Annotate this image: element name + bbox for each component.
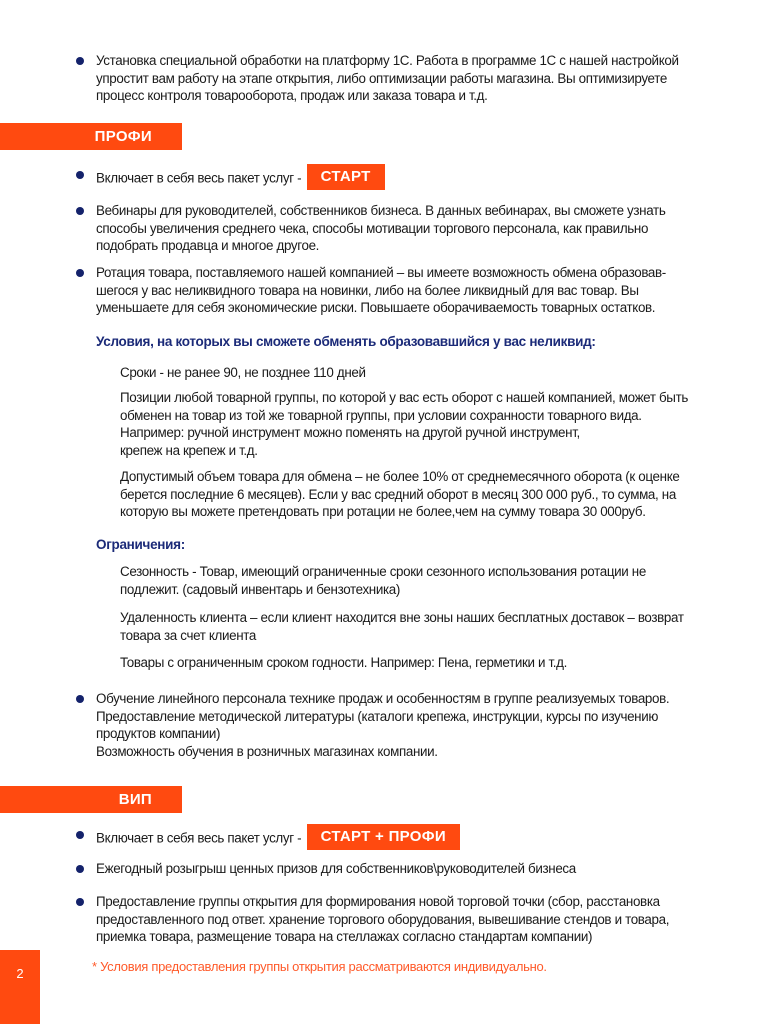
page-number: 2: [0, 950, 40, 1024]
conditions-heading: Условия, на которых вы сможете обменять образовавшийся у вас неликвид:: [96, 334, 596, 349]
bullet-icon: [76, 831, 84, 839]
bullet-item-profi-includes: Включает в себя весь пакет услуг - СТАРТ: [76, 166, 726, 192]
bullet-item-training: Обучение линейного персонала технике продаж и особенностям в группе реализуемых товаров. Предоставление методической литературы (каталоги крепежа, инструкции, курсы по изучению продуктов компании) Возможность обучения в розничных магазинах компании.: [76, 690, 726, 760]
condition-terms: Сроки - не ранее 90, не позднее 110 дней: [120, 365, 366, 380]
bullet-icon: [76, 695, 84, 703]
bullet-item-rotation: Ротация товара, поставляемого нашей компанией – вы имеете возможность обмена образовав- шегося у вас неликвидного товара на новинки, либо на более ликвидный для вас товар. Вы уменьшаете для себя экономические риски. Повышаете оборачиваемость товарных остатков.: [76, 264, 726, 317]
restriction-distance: Удаленность клиента – если клиент находится вне зоны наших бесплатных доставок – возврат товара за счет клиента: [120, 610, 684, 643]
bullet-icon: [76, 57, 84, 65]
bullet-item-webinars: Вебинары для руководителей, собственников бизнеса. В данных вебинарах, вы сможете узнать способы увеличения среднего чека, способы мотивации торгового персонала, как правильно подобрать продавца и многое другое.: [76, 202, 726, 255]
bullet-icon: [76, 865, 84, 873]
bullet-icon: [76, 207, 84, 215]
package-tag-start: СТАРТ: [307, 164, 385, 190]
bullet-item-prizes: Ежегодный розыгрыш ценных призов для собственников\руководителей бизнеса: [76, 860, 726, 878]
section-header-profi: ПРОФИ: [0, 123, 182, 150]
bullet-item-vip-includes: Включает в себя весь пакет услуг - СТАРТ + ПРОФИ: [76, 826, 726, 852]
condition-volume: Допустимый объем товара для обмена – не более 10% от среднемесячного оборота (к оценке берется последние 6 месяцев). Если у вас средний оборот в месяц 300 000 руб., то сумма, на которую вы можете претендовать при ротации не более,чем на сумму товара 30 000руб.: [120, 469, 680, 519]
package-tag-start-profi: СТАРТ + ПРОФИ: [307, 824, 460, 850]
bullet-icon: [76, 171, 84, 179]
bullet-item-1c-setup: Установка специальной обработки на платформу 1С. Работа в программе 1С с нашей настройкой упростит вам работу на этапе открытия, либо оптимизации работы магазина. Вы оптимизируете процесс контроля товарооборота, продаж или заказа товара и т.д.: [76, 52, 726, 105]
bullet-item-opening-group: Предоставление группы открытия для формирования новой торговой точки (сбор, расстановка предоставленного под ответ. хранение торгового оборудования, вывешивание стендов и товара, приемка товара, размещение товара на стеллажах согласно стандартам компании): [76, 893, 726, 946]
bullet-icon: [76, 898, 84, 906]
bullet-icon: [76, 269, 84, 277]
footnote: * Условия предоставления группы открытия рассматриваются индивидуально.: [92, 959, 547, 974]
section-header-vip: ВИП: [0, 786, 182, 813]
restriction-seasonality: Сезонность - Товар, имеющий ограниченные сроки сезонного использования ротации не подлежит. (садовый инвентарь и бензотехника): [120, 564, 646, 597]
condition-positions: Позиции любой товарной группы, по которой у вас есть оборот с нашей компанией, может быть обменен на товар из той же товарной группы, при условии сохранности товарного вида. Например: ручной инструмент можно поменять на другой ручной инструмент, крепеж на крепеж и т.д.: [120, 390, 688, 458]
restriction-shelf-life: Товары с ограниченным сроком годности. Например: Пена, герметики и т.д.: [120, 655, 567, 670]
restrictions-heading: Ограничения:: [96, 537, 185, 552]
